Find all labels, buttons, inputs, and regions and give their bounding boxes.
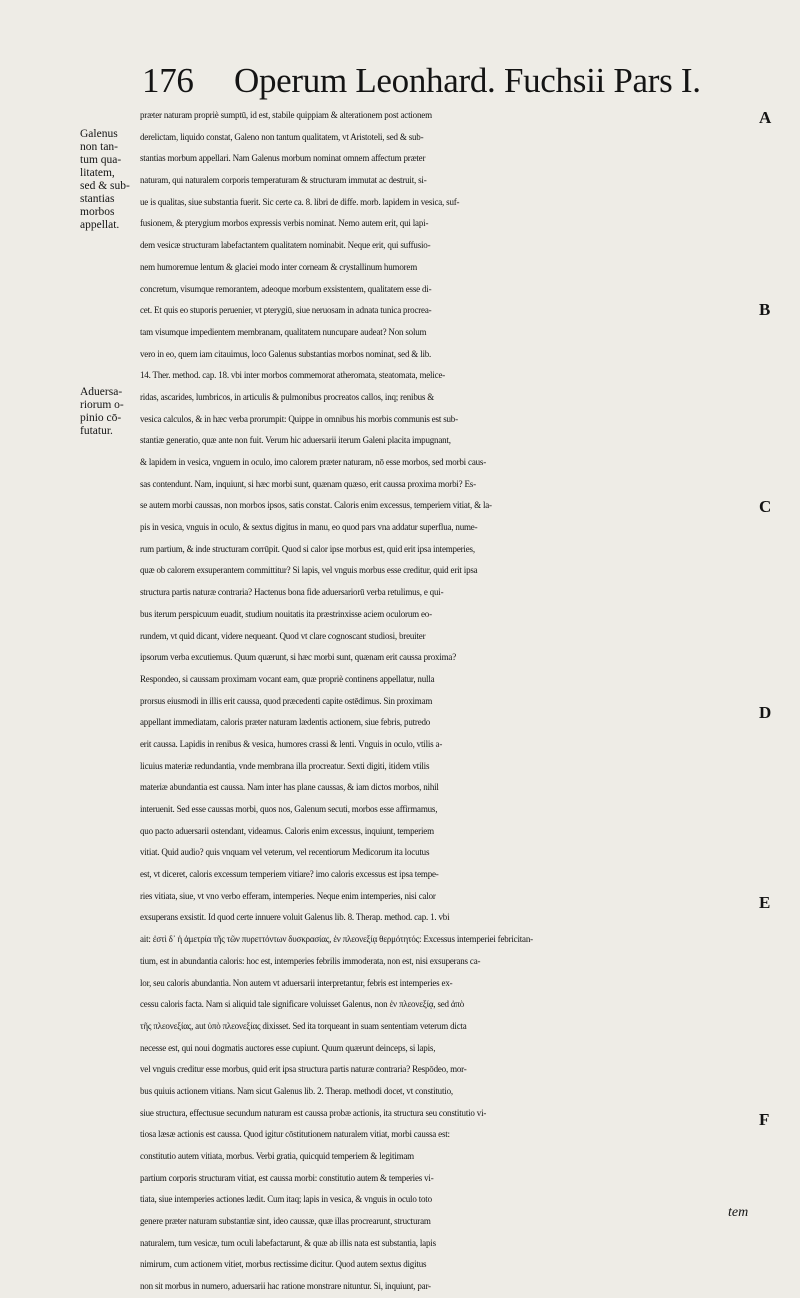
section-letter-c: C (759, 497, 772, 516)
text-line: ridas, ascarides, lumbricos, in articulis & pulmonibus procreatos callos, inq; renibus & (140, 391, 435, 402)
text-line: non sit morbus in numero, aduersarii hac ratione monstrare nituntur. Si, inquiunt, par- (140, 1281, 431, 1292)
margin-note-line: pinio cō- (80, 412, 122, 424)
text-line: dem vesicæ structuram labefactantem qualitatem nominabit. Neque erit, qui suffusio- (140, 240, 431, 251)
margin-note-line: appellat. (80, 219, 120, 231)
margin-note-line: riorum o- (80, 399, 124, 411)
text-line: pis in vesica, vnguis in oculo, & sextus digitus in manu, eo quod pars vna addatur superflua, nume- (140, 522, 478, 533)
text-line: naturam, qui naturalem corporis temperaturam & structuram immutat ac destruit, si- (140, 175, 427, 186)
margin-note-line: futatur. (80, 425, 113, 437)
text-line: & lapidem in vesica, vnguem in oculo, imo calorem præter naturam, nō esse morbos, sed morbi caus- (140, 457, 487, 467)
text-line: stantiæ generatio, quæ ante non fuit. Verum hic aduersarii iterum Galeni placita impugnant, (140, 435, 451, 446)
text-line: constitutio autem vitiata, morbus. Verbi gratia, quicquid temperiem & legitimam (140, 1151, 414, 1161)
catchword: tem (728, 1205, 749, 1220)
text-line: exsuperans exsistit. Id quod certe innuere voluit Galenus lib. 8. Therap. method. cap. 1. vbi (140, 912, 450, 923)
text-line: præter naturam propriè sumptū, id est, stabile quippiam & alterationem post actionem (140, 110, 432, 120)
margin-note-line: Aduersa- (80, 386, 123, 398)
margin-note-line: tum qua- (80, 154, 122, 166)
text-line: ue is qualitas, siue substantia fuerit. Sic certe ca. 8. libri de diffe. morb. lapidem in vesica, suf- (140, 196, 460, 207)
margin-note-galenus (80, 128, 140, 232)
text-line: cet. Et quis eo stuporis peruenier, vt pterygiū, siue neruosam in adnata tunica procrea- (140, 305, 432, 316)
text-line: rundem, vt quid dicant, videre nequeant. Quod vt clare cognoscant studiosi, breuiter (140, 630, 426, 641)
text-line: concretum, visumque remorantem, adeoque morbum exsistentem, qualitatem esse di- (140, 283, 432, 294)
text-line: tam visumque impedientem membranam, qualitatem nuncupare audeat? Non solum (140, 326, 427, 337)
running-title: Operum Leonhard. Fuchsii Pars I. (234, 61, 701, 100)
text-line: licuius materiæ redundantia, vnde membrana illa procreatur. Sexti digiti, itidem vtilis (140, 760, 430, 771)
text-line: cessu caloris facta. Nam si aliquid tale significare voluisset Galenus, non ἐν πλεονεξίᾳ, sed ἀπὸ (140, 999, 465, 1010)
text-line: Respondeo, si caussam proximam vocant eam, quæ propriè continens appellatur, nulla (140, 673, 435, 684)
text-line: nimirum, cum actionem vitiet, morbus rectissime dicitur. Quod autem sextus digitus (140, 1259, 427, 1270)
margin-note-line: stantias (80, 193, 115, 205)
text-line: tiata, siue intemperies actiones lædit. Cum itaq; lapis in vesica, & vnguis in oculo toto (140, 1194, 432, 1205)
text-line: tiosa læsæ actionis est caussa. Quod igitur cōstitutionem naturalem vitiat, morbi caussa est: (140, 1129, 450, 1140)
text-line: structura partis naturæ contraria? Hactenus bona fide aduersariorū verba retulimus, e qui- (140, 587, 444, 598)
margin-note-aduersariorum (80, 386, 140, 438)
text-line: necesse est, qui noui dogmatis auctores esse cupiunt. Quum quærunt deinceps, si lapis, (140, 1042, 436, 1053)
text-line: τῆς πλεονεξίας, aut ὑπὸ πλεονεξίας dixisset. Sed ita torqueant in suam sententiam veterum dicta (140, 1020, 467, 1031)
section-letter-d: D (759, 703, 772, 722)
text-line: materiæ abundantia est caussa. Nam inter has plane caussas, & iam dictos morbos, nihil (140, 782, 439, 793)
running-header (142, 60, 742, 102)
text-line: genere præter naturam substantiæ sint, ideo caussæ, quæ illas procrearunt, structuram (140, 1216, 431, 1227)
text-line: appellant immediatam, caloris præter naturam lædentis actionem, siue febris, putredo (140, 717, 431, 728)
text-line: bus quiuis actionem vitians. Nam sicut Galenus lib. 2. Therap. methodi docet, vt constitutio, (140, 1085, 453, 1096)
text-line: fusionem, & pterygium morbos expressis verbis nominat. Nemo autem erit, qui lapi- (140, 218, 429, 229)
text-line: vero in eo, quem iam citauimus, loco Galenus substantias morbos nominat, sed & lib. (140, 348, 432, 359)
text-line: se autem morbi caussas, non morbos ipsos, satis constat. Caloris enim excessus, temperiem vitiat, & la- (140, 500, 492, 511)
text-line: rum partium, & inde structuram corrūpit. Quod si calor ipse morbus est, quid erit ipsa intemperies, (140, 543, 475, 554)
text-line: stantias morbum appellari. Nam Galenus morbum nominat omnem affectum præter (140, 153, 426, 164)
text-line: ipsorum verba excutiemus. Quum quærunt, si hæc morbi sunt, quænam erit caussa proxima? (140, 652, 456, 663)
text-line: vesica calculos, & in hæc verba prorumpit: Quippe in omnibus his morbis communis est sub- (140, 413, 458, 424)
text-line: nem humoremue lentum & glaciei modo inter corneam & crystallinum humorem (140, 261, 418, 272)
margin-note-line: Galenus (80, 128, 118, 140)
text-line: quo pacto aduersarii ostendant, videamus. Caloris enim excessus, inquiunt, temperiem (140, 825, 434, 836)
text-line: vitiat. Quid audio? quis vnquam vel veterum, vel recentiorum Medicorum ita locutus (140, 847, 430, 858)
text-line: quæ ob calorem exsuperantem committitur? Si lapis, vel vnguis morbus esse creditur, quid erit ipsa (140, 565, 478, 576)
text-line: prorsus eiusmodi in illis erit caussa, quod præcedenti capite ostēdimus. Sin proximam (140, 695, 433, 706)
text-line: partium corporis structuram vitiat, est caussa morbi: constitutio autem & temperies vi- (140, 1172, 434, 1183)
margin-note-line: morbos (80, 206, 115, 218)
text-line: est, vt diceret, caloris excessum temperiem vitiare? imo caloris excessus est ipsa tempe- (140, 869, 439, 880)
margin-note-line: litatem, (80, 167, 115, 179)
text-line: siue structura, effectusue secundum naturam est caussa probæ actionis, ita structura seu constitutio vi- (140, 1107, 487, 1118)
text-line: lor, seu caloris abundantia. Non autem vt aduersarii interpretantur, febris est intemperies ex- (140, 977, 453, 988)
text-line: ries vitiata, siue, vt vno verbo efferam, intemperies. Neque enim intemperies, nisi calor (140, 890, 436, 901)
section-letter-b: B (759, 300, 771, 319)
text-line: interuenit. Sed esse caussas morbi, quos nos, Galenum secuti, morbos esse affirmamus, (140, 804, 438, 814)
section-letter-a: A (759, 108, 772, 127)
margin-note-line: non tan- (80, 141, 119, 153)
page-number: 176 (142, 61, 194, 100)
text-line: bus iterum perspicuum euadit, studium nouitatis ita præstrinxisse aciem oculorum eo- (140, 608, 432, 619)
text-line: vel vnguis creditur esse morbus, quid erit ipsa structura partis naturæ contraria? Respōdeo, mor- (140, 1064, 467, 1075)
text-line: derelictam, liquido constat, Galeno non tantum qualitatem, vt Aristoteli, sed & sub- (140, 131, 424, 142)
text-line: sas contendunt. Nam, inquiunt, si hæc morbi sunt, quænam quæso, erit caussa proxima morbi? Es- (140, 478, 476, 489)
section-letter-e: E (759, 893, 771, 912)
text-line: naturalem, tum vesicæ, tum oculi labefactarunt, & quæ ab illis nata est substantia, lapis (140, 1237, 436, 1248)
text-line: 14. Ther. method. cap. 18. vbi inter morbos commemorat atheromata, steatomata, melice- (140, 370, 446, 381)
section-letter-f: F (759, 1110, 770, 1129)
text-line: tium, est in abundantia caloris: hoc est, intemperies febrilis immoderata, non est, nisi exsuperans ca- (140, 955, 481, 966)
text-line: ait: ἐστὶ δ᾽ ἡ ἀμετρία τῆς τῶν πυρεττόντων δυσκρασίας, ἐν πλεονεξίᾳ θερμότητός: Excessus intemperiei febricitan- (140, 934, 533, 945)
margin-note-line: sed & sub- (80, 180, 130, 192)
body-text (140, 105, 760, 1298)
text-line: erit caussa. Lapidis in renibus & vesica, humores crassi & lenti. Vnguis in oculo, vtilis a- (140, 738, 443, 749)
